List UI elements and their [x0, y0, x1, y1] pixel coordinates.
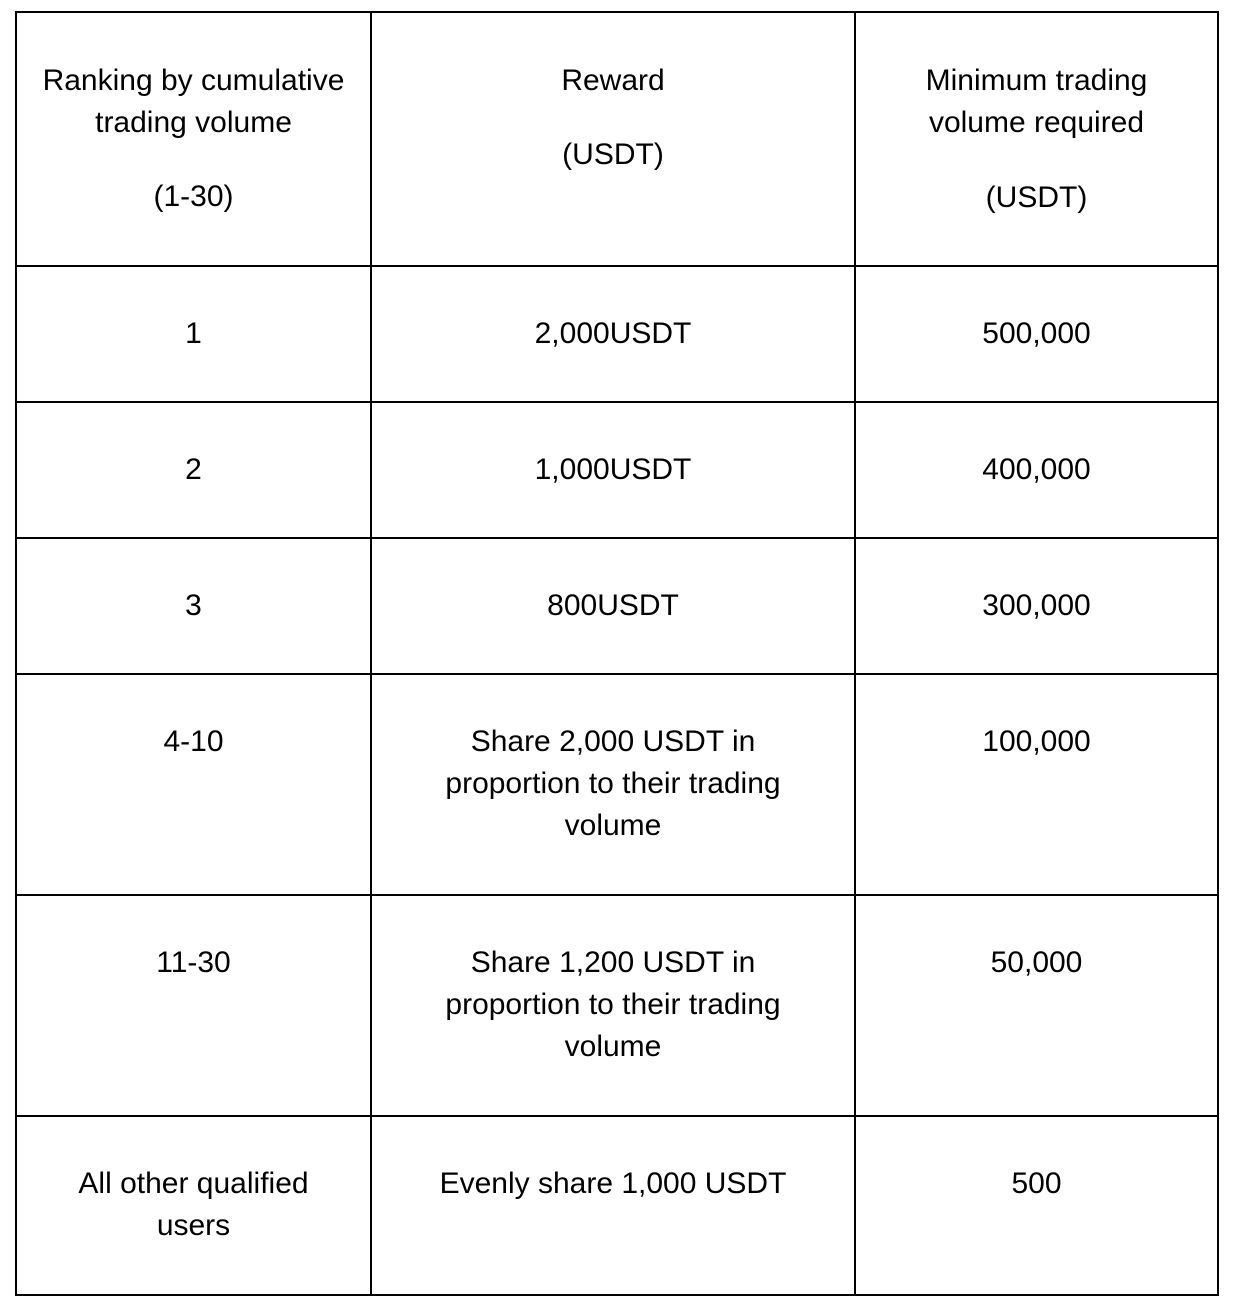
minimum-volume-cell: 50,000: [855, 895, 1218, 1116]
table-row: [16, 895, 1218, 1116]
rank-cell: 2: [16, 402, 371, 538]
reward-cell: 1,000USDT: [371, 402, 855, 538]
header-minimum-line2: volume required: [928, 106, 1145, 139]
reward-line: volume: [564, 809, 662, 842]
header-ranking-line1: Ranking by cumulative: [42, 64, 345, 97]
header-reward-line1: Reward: [561, 64, 665, 97]
reward-cell: Evenly share 1,000 USDT: [371, 1116, 855, 1295]
header-reward-line2: (USDT): [562, 138, 664, 171]
header-minimum-line3: (USDT): [985, 181, 1088, 214]
header-reward: [371, 12, 855, 266]
rank-cell: [16, 1116, 371, 1295]
table-row: [16, 674, 1218, 895]
reward-line: proportion to their trading: [445, 767, 781, 800]
minimum-volume-cell: 300,000: [855, 538, 1218, 674]
rank-line: users: [156, 1209, 231, 1242]
rank-cell: 4-10: [16, 674, 371, 895]
reward-line: proportion to their trading: [445, 988, 781, 1021]
reward-line: volume: [564, 1030, 662, 1063]
reward-cell: [371, 674, 855, 895]
header-ranking: [16, 12, 371, 266]
header-minimum: [855, 12, 1218, 266]
table-row: [16, 538, 1218, 674]
minimum-volume-cell: 100,000: [855, 674, 1218, 895]
reward-line: Share 2,000 USDT in: [470, 725, 756, 758]
reward-cell: 2,000USDT: [371, 266, 855, 402]
minimum-volume-cell: 400,000: [855, 402, 1218, 538]
table-row: [16, 266, 1218, 402]
table-row: [16, 402, 1218, 538]
table-header-row: [16, 12, 1218, 266]
header-ranking-line3: (1-30): [153, 180, 234, 213]
reward-cell: [371, 895, 855, 1116]
minimum-volume-cell: 500: [855, 1116, 1218, 1295]
rank-line: All other qualified: [78, 1167, 309, 1200]
rank-cell: 1: [16, 266, 371, 402]
header-ranking-line2: trading volume: [95, 106, 292, 139]
rank-cell: 3: [16, 538, 371, 674]
minimum-volume-cell: 500,000: [855, 266, 1218, 402]
table-row: [16, 1116, 1218, 1295]
header-minimum-line1: Minimum trading: [925, 64, 1148, 97]
reward-cell: 800USDT: [371, 538, 855, 674]
reward-table: [15, 11, 1219, 1296]
reward-line: Share 1,200 USDT in: [470, 946, 756, 979]
rank-cell: 11-30: [16, 895, 371, 1116]
